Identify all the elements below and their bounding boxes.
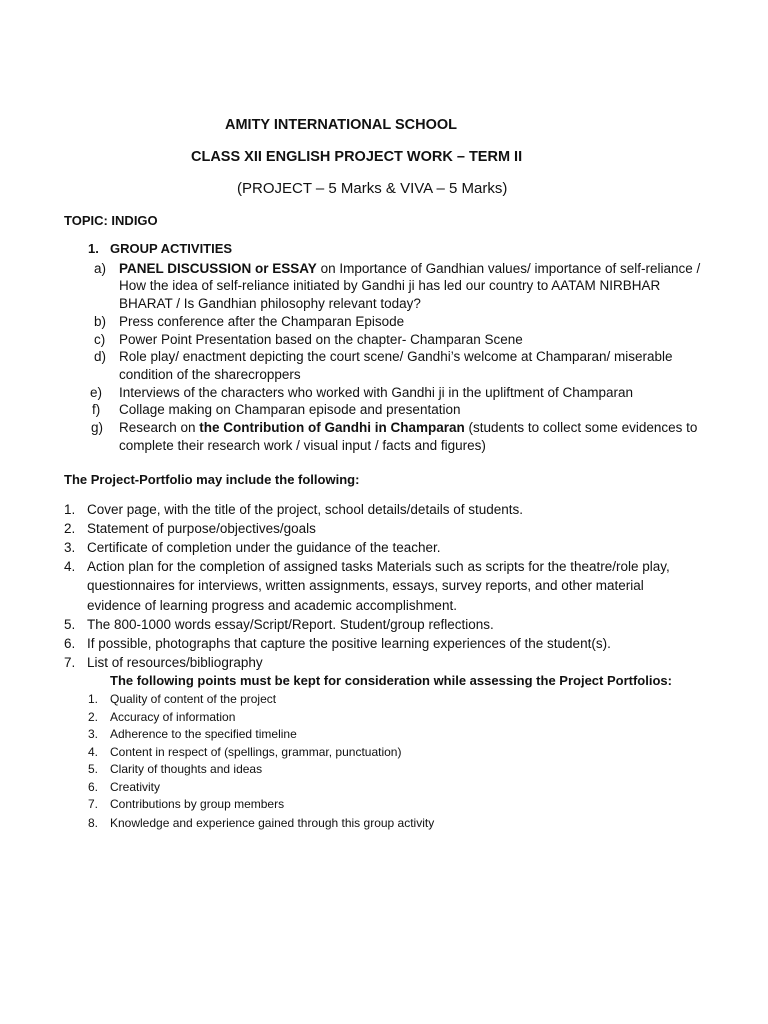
list-item: Press conference after the Champaran Episode xyxy=(119,314,405,329)
list-item: Power Point Presentation based on the chapter- Champaran Scene xyxy=(119,332,523,347)
list-item: Interviews of the characters who worked with Gandhi ji in the upliftment of Champaran xyxy=(119,385,634,400)
list-item xyxy=(119,418,697,437)
group-heading: GROUP ACTIVITIES xyxy=(110,241,233,256)
list-marker: 8. xyxy=(88,816,99,830)
list-marker: 4. xyxy=(88,745,99,759)
list-marker: b) xyxy=(94,314,107,329)
topic-heading: TOPIC: INDIGO xyxy=(64,213,158,228)
list-marker: 1. xyxy=(64,502,76,517)
assessment-heading: The following points must be kept for consideration while assessing the Project Portfolios: xyxy=(110,673,672,688)
list-item: Content in respect of (spellings, grammar, punctuation) xyxy=(110,745,402,759)
school-name: AMITY INTERNATIONAL SCHOOL xyxy=(225,117,457,133)
list-item-continuation: How the idea of self-reliance initiated by Gandhi ji has led our country to AATAM NIRBHAR xyxy=(119,278,661,293)
list-marker: 7. xyxy=(88,797,99,811)
list-marker: 2. xyxy=(64,521,76,536)
list-item: Certificate of completion under the guidance of the teacher. xyxy=(87,540,441,555)
list-item: Contributions by group members xyxy=(110,797,285,811)
item-bold-text: the Contribution of Gandhi in Champaran xyxy=(199,420,465,435)
class-title: CLASS XII ENGLISH PROJECT WORK – TERM II xyxy=(191,149,523,165)
list-marker: 6. xyxy=(64,636,76,651)
list-item-continuation: questionnaires for interviews, written assignments, essays, survey reports, and other material xyxy=(87,578,644,593)
list-item-continuation: complete their research work / visual input / facts and figures) xyxy=(119,438,486,453)
list-marker: a) xyxy=(94,261,107,276)
list-marker: 3. xyxy=(64,540,76,555)
list-item: The 800-1000 words essay/Script/Report. Student/group reflections. xyxy=(87,617,494,632)
list-item-continuation: BHARAT / Is Gandhian philosophy relevant today? xyxy=(119,296,421,311)
list-item-continuation: condition of the sharecroppers xyxy=(119,367,301,382)
list-item-continuation: evidence of learning progress and academic accomplishment. xyxy=(87,598,457,613)
list-item: Knowledge and experience gained through this group activity xyxy=(110,816,435,830)
list-marker: f) xyxy=(92,402,101,417)
list-marker: 3. xyxy=(88,727,99,741)
list-marker: 7. xyxy=(64,655,76,670)
list-item: Action plan for the completion of assigned tasks Materials such as scripts for the theatre/role play, xyxy=(87,559,670,574)
list-marker: 5. xyxy=(88,762,99,776)
list-marker: 6. xyxy=(88,780,99,794)
list-item: Creativity xyxy=(110,780,161,794)
list-marker: 1. xyxy=(88,692,99,706)
item-text: (students to collect some evidences to xyxy=(464,420,698,435)
list-marker: 4. xyxy=(64,559,76,574)
list-item: Adherence to the specified timeline xyxy=(110,727,297,741)
list-marker: 2. xyxy=(88,710,99,724)
list-item: Statement of purpose/objectives/goals xyxy=(87,521,316,536)
list-item: Role play/ enactment depicting the court scene/ Gandhi’s welcome at Champaran/ miserable xyxy=(119,349,673,364)
list-marker: e) xyxy=(90,385,103,400)
marks-line: (PROJECT – 5 Marks & VIVA – 5 Marks) xyxy=(237,180,508,197)
list-item: If possible, photographs that capture the positive learning experiences of the student(s). xyxy=(87,636,611,651)
list-item: Clarity of thoughts and ideas xyxy=(110,762,263,776)
list-marker: c) xyxy=(94,332,106,347)
list-item: Cover page, with the title of the project, school details/details of students. xyxy=(87,502,523,517)
list-item: Quality of content of the project xyxy=(110,692,277,706)
list-item: List of resources/bibliography xyxy=(87,655,263,670)
list-marker: d) xyxy=(94,349,107,364)
portfolio-heading: The Project-Portfolio may include the following: xyxy=(64,472,360,487)
list-marker: g) xyxy=(91,420,104,435)
item-text: on Importance of Gandhian values/ importance of self-reliance / xyxy=(316,261,701,276)
list-marker: 5. xyxy=(64,617,76,632)
item-text: Research on xyxy=(119,420,200,435)
item-bold-text: PANEL DISCUSSION or ESSAY xyxy=(119,261,317,276)
list-item: Accuracy of information xyxy=(110,710,236,724)
group-number: 1. xyxy=(88,241,99,256)
list-item: Collage making on Champaran episode and presentation xyxy=(119,402,461,417)
